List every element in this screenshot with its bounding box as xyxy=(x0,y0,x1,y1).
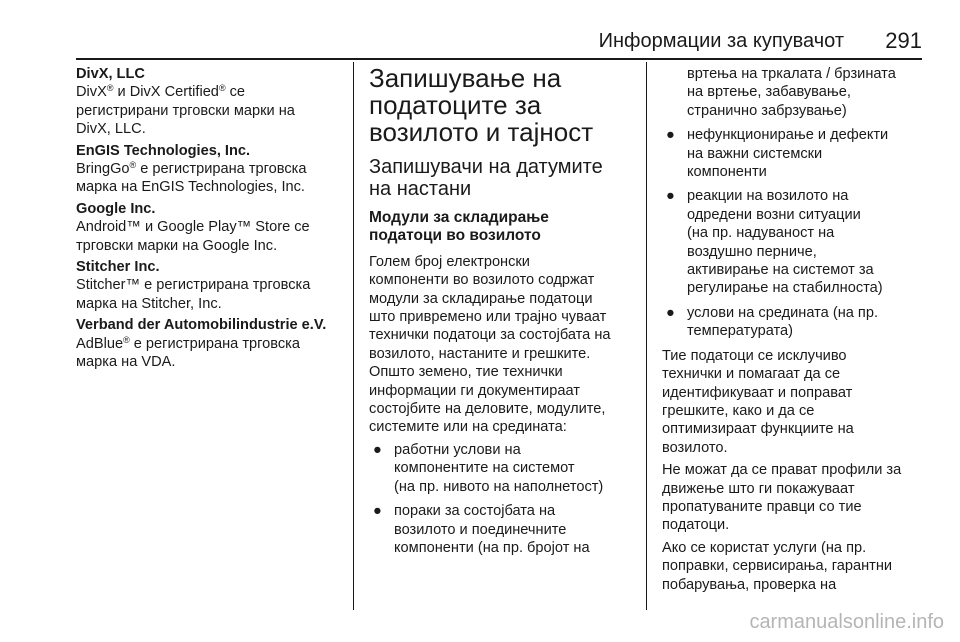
trademark-text: трговски марки на Google Inc. xyxy=(76,237,278,254)
body-paragraph xyxy=(662,461,930,535)
paragraph-line: поправки, сервисирања, гарантни xyxy=(662,558,893,575)
paragraph-line: модули за складирање податоци xyxy=(369,290,593,307)
trademark-entry xyxy=(76,316,346,371)
bullet-text: на важни системски xyxy=(687,145,823,162)
body-paragraphs xyxy=(662,347,930,594)
bullet-text: компоненти (на пр. бројот на xyxy=(394,539,590,556)
paragraph-line: технички и помагаат да се xyxy=(662,366,841,383)
trademark-text: регистрирани трговски марки на xyxy=(76,102,295,119)
bullet-marker: ● xyxy=(666,304,675,321)
heading-line: Запишување на xyxy=(369,63,562,93)
header-rule xyxy=(76,58,922,60)
trademark-owner: EnGIS Technologies, Inc. xyxy=(76,142,251,159)
paragraph-line: состојбите на деловите, модулите, xyxy=(369,401,606,418)
heading-line: Модули за складирање xyxy=(369,209,549,226)
bullet-text: температурата) xyxy=(687,323,793,340)
trademark-owner: DivX, LLC xyxy=(76,66,145,82)
trademark-entry xyxy=(76,65,346,139)
page-title: Информации за купувачот xyxy=(598,30,844,52)
paragraph-line: Тие податоци се исклучиво xyxy=(662,347,847,364)
heading-line: податоците за xyxy=(369,90,542,120)
paragraph-line: идентификуваат и поправат xyxy=(662,384,853,401)
paragraph-line: податоци. xyxy=(662,517,730,534)
bullet-text: услови на средината (на пр. xyxy=(687,304,879,321)
trademark-entry xyxy=(76,142,346,197)
watermark: carmanualsonline.info xyxy=(749,611,944,633)
bullet-text: активирање на системот за xyxy=(687,262,874,279)
bullet-list xyxy=(369,441,633,557)
bullet-text: возилото и поединечните xyxy=(394,521,567,538)
bullet-list xyxy=(662,126,930,340)
trademark-owner: Stitcher Inc. xyxy=(76,259,160,276)
paragraph-line: што привремено или трајно чуваат xyxy=(369,309,607,326)
minor-heading xyxy=(369,209,633,246)
bullet-item xyxy=(369,502,633,557)
bullet-item xyxy=(662,187,930,297)
trademark-text: BringGo® е регистрирана трговска xyxy=(76,160,307,178)
trademark-entry xyxy=(76,200,346,255)
paragraph-line: технички податоци за состојбата на xyxy=(369,327,611,344)
trademark-text: марка на VDA. xyxy=(76,354,176,371)
bullet-text: одредени возни ситуации xyxy=(687,206,861,223)
column-trademarks xyxy=(76,65,346,375)
bullet-text: воздушно перниче, xyxy=(687,243,817,260)
trademark-text: марка на EnGIS Technologies, Inc. xyxy=(76,179,305,196)
bullet-text: вртења на тркалата / брзината xyxy=(687,66,896,82)
bullet-marker: ● xyxy=(373,503,382,520)
paragraph-line: возилото. xyxy=(662,439,728,456)
paragraph-line: компоненти во возилото содржат xyxy=(369,272,595,289)
bullet-marker: ● xyxy=(373,441,382,458)
paragraph-line: Општо земено, тие технички xyxy=(369,364,563,381)
bullet-item xyxy=(662,126,930,181)
paragraph-line: пропатуваните правци со тие xyxy=(662,498,862,515)
paragraph-line: Ако се користат услуги (на пр. xyxy=(662,539,867,556)
paragraph-line: возилото, настаните и грешките. xyxy=(369,345,591,362)
heading-line: на настани xyxy=(369,178,472,200)
paragraph-line: информации ги документираат xyxy=(369,382,580,399)
paragraph-line: движење што ги покажуваат xyxy=(662,480,855,497)
bullet-continuation xyxy=(662,65,930,120)
paragraph-line: Голем број електронски xyxy=(369,253,530,270)
column-divider-right xyxy=(646,62,647,610)
body-paragraph xyxy=(369,253,633,437)
trademark-text: AdBlue® е регистрирана трговска xyxy=(76,334,300,352)
body-paragraph xyxy=(662,347,930,457)
trademark-owner: Google Inc. xyxy=(76,200,156,217)
bullet-text: компоненти xyxy=(687,164,767,181)
bullet-text: (на пр. надуваност на xyxy=(687,225,835,242)
paragraph-line: грешките, како и да се xyxy=(662,402,815,419)
trademark-entry xyxy=(76,258,346,313)
heading-line: податоци во возилото xyxy=(369,227,541,245)
bullet-text: (на пр. нивото на наполнетост) xyxy=(394,478,604,495)
trademark-text: Stitcher™ е регистрирана трговска xyxy=(76,277,311,294)
trademark-text: DivX® и DivX Certified® се xyxy=(76,83,246,101)
bullet-text: работни услови на xyxy=(394,441,521,458)
bullet-item xyxy=(662,304,930,341)
paragraph-line: системите или на средината: xyxy=(369,419,567,436)
subsection-heading xyxy=(369,156,633,200)
trademark-text: марка на Stitcher, Inc. xyxy=(76,295,222,312)
page-number: 291 xyxy=(885,28,922,53)
column-divider-left xyxy=(353,62,354,610)
trademark-text: DivX, LLC. xyxy=(76,121,146,138)
column-data-recording xyxy=(369,65,633,563)
heading-line: возилото и тајност xyxy=(369,117,594,147)
bullet-text: нефункционирање и дефекти xyxy=(687,127,889,144)
paragraph-line: Не можат да се прават профили за xyxy=(662,462,902,479)
bullet-text: регулирање на стабилноста) xyxy=(687,280,883,297)
bullet-text: странично забрзување) xyxy=(687,102,847,119)
bullet-item xyxy=(369,441,633,496)
body-paragraph xyxy=(662,539,930,594)
bullet-text: реакции на возилото на xyxy=(687,188,849,205)
bullet-text: пораки за состојбата на xyxy=(394,503,556,520)
section-heading xyxy=(369,65,633,146)
column-data-recording-continued xyxy=(662,65,930,598)
trademark-text: Android™ и Google Play™ Store се xyxy=(76,219,310,236)
bullet-text: на вртење, забавување, xyxy=(687,84,851,101)
bullet-text: компонентите на системот xyxy=(394,460,575,477)
page-header xyxy=(76,22,922,58)
bullet-marker: ● xyxy=(666,188,675,205)
paragraph-line: оптимизираат функциите на xyxy=(662,421,854,438)
paragraph-line: побарувања, проверка на xyxy=(662,576,837,593)
bullet-marker: ● xyxy=(666,127,675,144)
trademark-owner: Verband der Automobilindustrie e.V. xyxy=(76,317,327,334)
heading-line: Запишувачи на датумите xyxy=(369,156,603,178)
